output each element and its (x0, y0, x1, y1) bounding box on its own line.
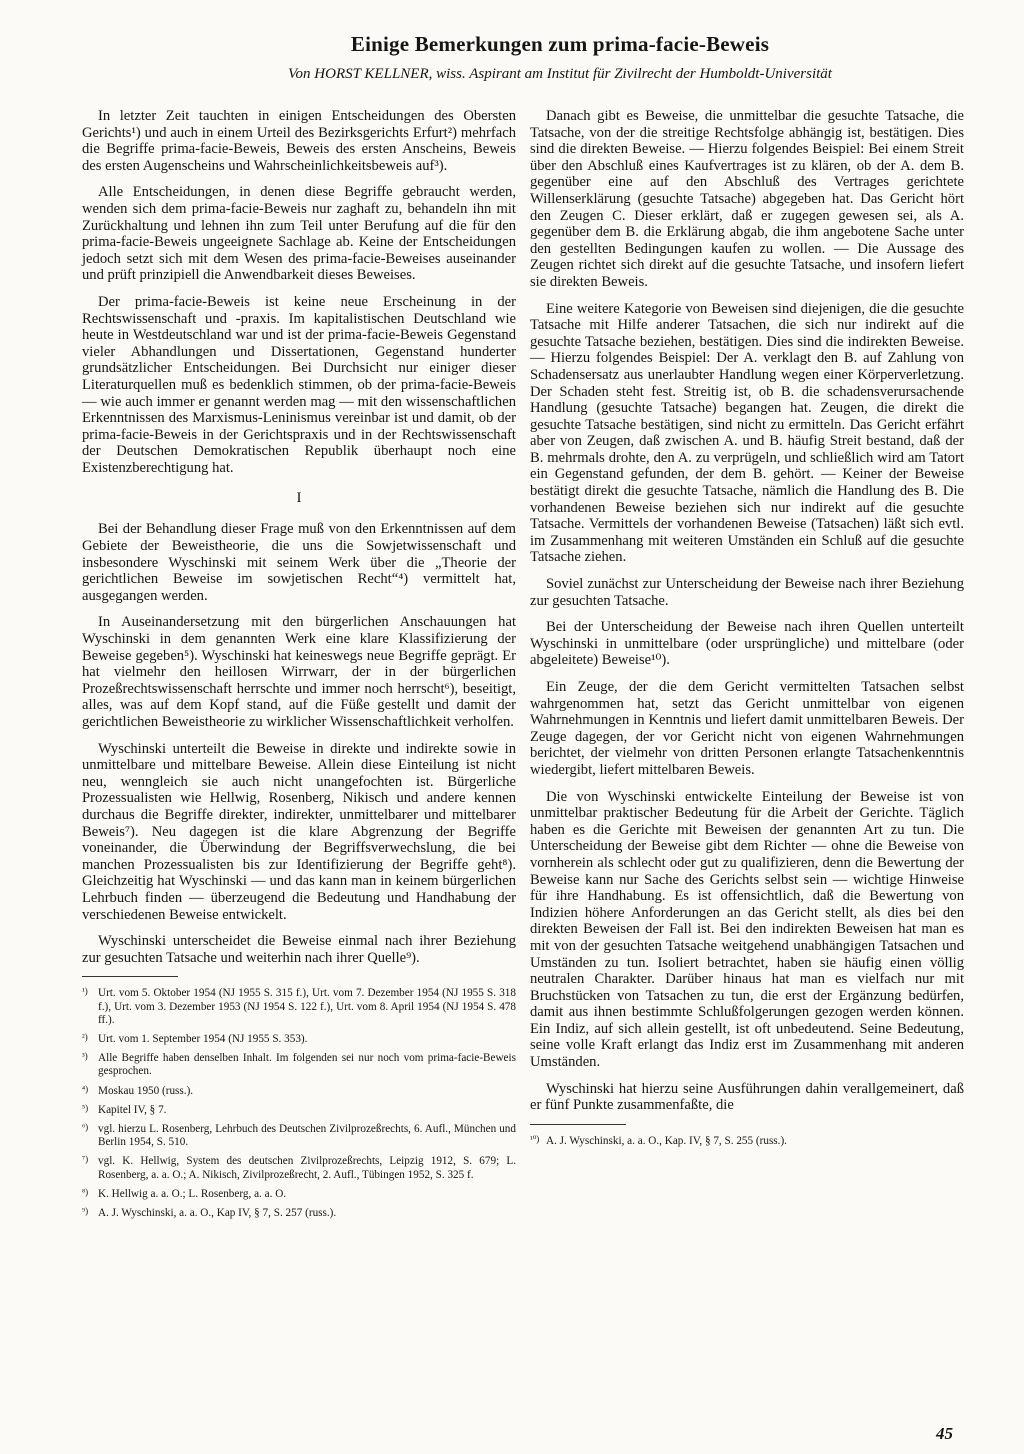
paragraph: Alle Entscheidungen, in denen diese Begriffe gebraucht werden, wenden sich dem prima-facie-Beweis nur zaghaft zu, behandeln ihn mit Zurückhaltung und lehnen ihn zum Teil unter Berufung auf die für den prima-facie-Beweis ungeeignete Sachlage ab. Keine der Entscheidungen jedoch setzt sich mit dem Wesen des prima-facie-Beweises auseinander und prüft prinzipiell die Anwendbarkeit dieses Beweises. (82, 184, 516, 284)
footnote-divider (82, 976, 178, 977)
footnote-text: vgl. hierzu L. Rosenberg, Lehrbuch des Deutschen Zivilprozeßrechts, 6. Aufl., München und Berlin 1954, S. 510. (98, 1122, 516, 1149)
footnote-mark: ¹) (82, 986, 88, 997)
footnote (82, 1186, 516, 1201)
footnote-mark: ¹⁰) (530, 1133, 540, 1144)
footnote-text: Urt. vom 1. September 1954 (NJ 1955 S. 353). (98, 1032, 308, 1045)
footnote (82, 1050, 516, 1078)
paragraph: Wyschinski unterscheidet die Beweise einmal nach ihrer Beziehung zur gesuchten Tatsache und weiterhin nach ihrer Quelle⁹). (82, 933, 516, 966)
footnote-text: Moskau 1950 (russ.). (98, 1084, 194, 1097)
footnote-divider (530, 1124, 626, 1125)
page-number: 45 (936, 1424, 953, 1443)
footnote-text: K. Hellwig a. a. O.; L. Rosenberg, a. a. O. (98, 1187, 287, 1200)
footnote (82, 1031, 516, 1046)
footnote (82, 1205, 516, 1220)
footnote (82, 1102, 516, 1117)
footnote-mark: ⁷) (82, 1154, 89, 1165)
paragraph: Die von Wyschinski entwickelte Einteilung der Beweise ist von unmittelbar praktischer Bedeutung für die Arbeit der Gerichte. Täglich haben es die Gerichte mit Beweisen der genannten Art zu tun. Die Unterscheidung der Beweise gibt dem Richter — ohne die Beweise von vornherein als schlecht oder gut zu qualifizieren, denn die Bewertung der Beweise kann nur Sache des Gerichts selbst sein — wichtige Hinweise für ihre Handhabung. Es ist offensichtlich, daß die Bewertung von Indizien höhere Anforderungen an das Gericht stellt, als dies bei den direkten Beweisen der Fall ist. Bei den indirekten Beweisen hat man es mit von der gesuchten Tatsache weitgehend unabhängigen Tatsachen und Umständen zu tun. Isoliert betrachtet, haben sie häufig einen völlig neutralen Charakter. Darüber hinaus hat man es vielfach nur mit Bruchstücken von Tatsachen zu tun, die erst der Ergänzung bedürfen, damit aus ihnen bestimmte Schlußfolgerungen gezogen werden können. Ein Indiz, auf sich allein gestellt, ist oft unbedeutend. Seine Bedeutung, seine volle Kraft erlangt das Indiz erst im Zusammenhang mit anderen Umständen. (530, 788, 964, 1071)
paragraph: Wyschinski unterteilt die Beweise in direkte und indirekte sowie in unmittelbare und mittelbare Beweise. Allein diese Einteilung ist nicht neu, wenngleich sie auch nicht unangefochten ist. Bürgerliche Prozessualisten wie Hellwig, Rosenberg, Nikisch und andere kennen durchaus die Begriffe direkter, indirekter, unmittelbarer und mittelbarer Beweis⁷). Neu dagegen ist die klare Abgrenzung der Begriffe voneinander, die Überwindung der Begriffsverwechslung, die bei manchen Prozessualisten bis zur Identifizierung der Begriffe geht⁸). Gleichzeitig hat Wyschinski — und das kann man in keinem bürgerlichen Lehrbuch finden — überzeugend die Bedeutung und Handhabung der verschiedenen Beweise entwickelt. (82, 740, 516, 923)
footnote-text: Kapitel IV, § 7. (98, 1103, 167, 1116)
footnote-mark: ⁸) (82, 1186, 89, 1197)
paragraph: Bei der Unterscheidung der Beweise nach ihren Quellen unterteilt Wyschinski in unmittelbare (oder ursprüngliche) und mittelbare (oder abgeleitete) Beweise¹⁰). (530, 619, 964, 669)
footnote-text: Urt. vom 5. Oktober 1954 (NJ 1955 S. 315 f.), Urt. vom 7. Dezember 1954 (NJ 1955 S. 318 f.), Urt. vom 3. Dezember 1953 (NJ 1954 S. 122 f.), Urt. vom 8. April 1954 (NJ 1954 S. 478 ff.). (98, 987, 516, 1026)
footnote-mark: ²) (82, 1031, 88, 1042)
article-title: Einige Bemerkungen zum prima-facie-Beweis (350, 32, 770, 56)
footnote-mark: ⁴) (82, 1083, 89, 1094)
footnote (82, 985, 516, 1027)
footnote (82, 1083, 516, 1098)
footnotes-right (530, 1133, 964, 1148)
footnote-mark: ⁹) (82, 1205, 89, 1216)
footnotes-left (82, 985, 516, 1220)
footnote-text: A. J. Wyschinski, a. a. O., Kap IV, § 7, S. 257 (russ.). (98, 1206, 337, 1219)
paragraph: Danach gibt es Beweise, die unmittelbar die gesuchte Tatsache, die Tatsache, von der die streitige Rechtsfolge abhängig ist, bestätigen. Dies sind die direkten Beweise. — Hierzu folgendes Beispiel: Bei einem Streit über den Abschluß eines Kaufvertrages ist zu klären, ob der A. dem B. gegenüber eine auf den Abschluß des Vertrages gerichtete Willenserklärung (gesuchte Tatsache) abgegeben hat. Das Gericht hört den Zeugen C. Dieser erklärt, daß er zugegen gewesen sei, als A. gegenüber dem B. die Erklärung abgab, die ihm angebotene Sache unter den gestellten Bedingungen kaufen zu wollen. — Die Aussage des Zeugen richtet sich direkt auf die gesuchte Tatsache, und insofern liefert sie direkten Beweis. (530, 108, 964, 290)
paragraph: Eine weitere Kategorie von Beweisen sind diejenigen, die die gesuchte Tatsache mit Hilfe anderer Tatsachen, die sich nur indirekt auf die gesuchte Tatsache beziehen, bestätigen. Dies sind die indirekten Beweise. — Hierzu folgendes Beispiel: Der A. verklagt den B. auf Zahlung von Schadensersatz aus unerlaubter Handlung wegen einer Körperverletzung. Der Schaden steht fest. Streitig ist, ob B. die schadensverursachende Handlung (gesuchte Tatsache) begangen hat. Zeugen, die direkt die gesuchte Tatsache bestätigen, sind nicht zu ermitteln. Das Gericht erfährt aber von Zeugen, daß zwischen A. und B. häufig Streit bestand, daß der B. mehrmals drohte, den A. zu verprügeln, und schließlich wird am Tatort ein Gegenstand gefunden, der dem B. gehört. — Keiner der Beweise bestätigt direkt die gesuchte Tatsache, nämlich die Handlung des B. Die vorhandenen Beweise beziehen sich nur indirekt auf die gesuchte Tatsache. Vermittels der vorhandenen Beweise (Tatsachen) läßt sich evtl. im Zusammenhang mit weiteren Umständen ein Schluß auf die gesuchte Tatsache ziehen. (530, 300, 964, 566)
footnote-text: vgl. K. Hellwig, System des deutschen Zivilprozeßrechts, Leipzig 1912, S. 679; L. Rosenberg, a. a. O.; A. Nikisch, Zivilprozeßrecht, 2. Aufl., Tübingen 1952, S. 325 f. (98, 1155, 516, 1181)
right-column (530, 108, 964, 1152)
footnote-text: Alle Begriffe haben denselben Inhalt. Im folgenden sei nur noch vom prima-facie-Beweis gesprochen. (98, 1052, 516, 1078)
article-byline: Von HORST KELLNER, wiss. Aspirant am Institut für Zivilrecht der Humboldt-Universität (288, 66, 832, 82)
footnote (82, 1121, 516, 1149)
paragraph: In Auseinandersetzung mit den bürgerlichen Anschauungen hat Wyschinski in dem genannten Werk eine klare Klassifizierung der Beweise gegeben⁵). Wyschinski hat keineswegs neue Begriffe geprägt. Er hat vielmehr den heillosen Wirrwarr, der in der bürgerlichen Prozeßrechtswissenschaft herrschte und immer noch herrscht⁶), beseitigt, alles, was auf dem Kopf stand, auf die Füße gestellt und damit der gerichtlichen Beweistheorie zu wirklicher Wissenschaftlichkeit verholfen. (82, 614, 516, 730)
footnote-text: A. J. Wyschinski, a. a. O., Kap. IV, § 7, S. 255 (russ.). (546, 1134, 787, 1147)
paragraph: In letzter Zeit tauchten in einigen Entscheidungen des Obersten Gerichts¹) und auch in einem Urteil des Bezirksgerichts Erfurt²) mehrfach die Begriffe prima-facie-Beweis, Beweis des ersten Anscheins, Beweis des ersten Augenscheins und Wahrscheinlichkeitsbeweis auf³). (82, 108, 516, 174)
footnote-mark: ⁶) (82, 1121, 89, 1132)
paragraph: Der prima-facie-Beweis ist keine neue Erscheinung in der Rechtswissenschaft und -praxis. Im kapitalistischen Deutschland wie heute in Westdeutschland war und ist der prima-facie-Beweis Gegenstand vieler Abhandlungen und Dissertationen, Gegenstand hunderter grundsätzlicher Entscheidungen. Bei Durchsicht nur einiger dieser Literaturquellen muß es bedenklich stimmen, ob der prima-facie-Beweis — wie auch immer er genannt werden mag — mit den wissenschaftlichen Erkenntnissen des Marxismus-Leninismus vereinbar ist und damit, ob der prima-facie-Beweis in der Gerichtspraxis und in der Rechtswissenschaft der Deutschen Demokratischen Republik überhaupt noch eine Existenzberechtigung hat. (82, 293, 516, 476)
paragraph: Bei der Behandlung dieser Frage muß von den Erkenntnissen auf dem Gebiete der Beweistheorie, die uns die Sowjetwissenschaft und insbesondere Wyschinski mit seinem Werk über die „Theorie der gerichtlichen Beweise im sowjetischen Recht“⁴) vermittelt hat, ausgegangen werden. (82, 521, 516, 604)
left-column (82, 108, 516, 1224)
footnote (530, 1133, 964, 1148)
footnote-mark: ³) (82, 1051, 88, 1062)
paragraph: Soviel zunächst zur Unterscheidung der Beweise nach ihrer Beziehung zur gesuchten Tatsache. (530, 576, 964, 609)
section-heading: I (296, 490, 302, 507)
paragraph: Ein Zeuge, der die dem Gericht vermittelten Tatsachen selbst wahrgenommen hat, setzt das Gericht unmittelbar von eigenen Wahrnehmungen in Kenntnis und liefert damit unmittelbaren Beweis. Der Zeuge dagegen, der vor Gericht nicht von eigenen Wahrnehmungen berichtet, der vielmehr von dritten Personen erlangte Tatsachenkenntnis wiedergibt, liefert mittelbaren Beweis. (530, 679, 964, 778)
footnote (82, 1153, 516, 1181)
footnote-mark: ⁵) (82, 1102, 89, 1113)
paragraph: Wyschinski hat hierzu seine Ausführungen dahin verallgemeinert, daß er fünf Punkte zusammenfaßte, die (530, 1080, 964, 1114)
